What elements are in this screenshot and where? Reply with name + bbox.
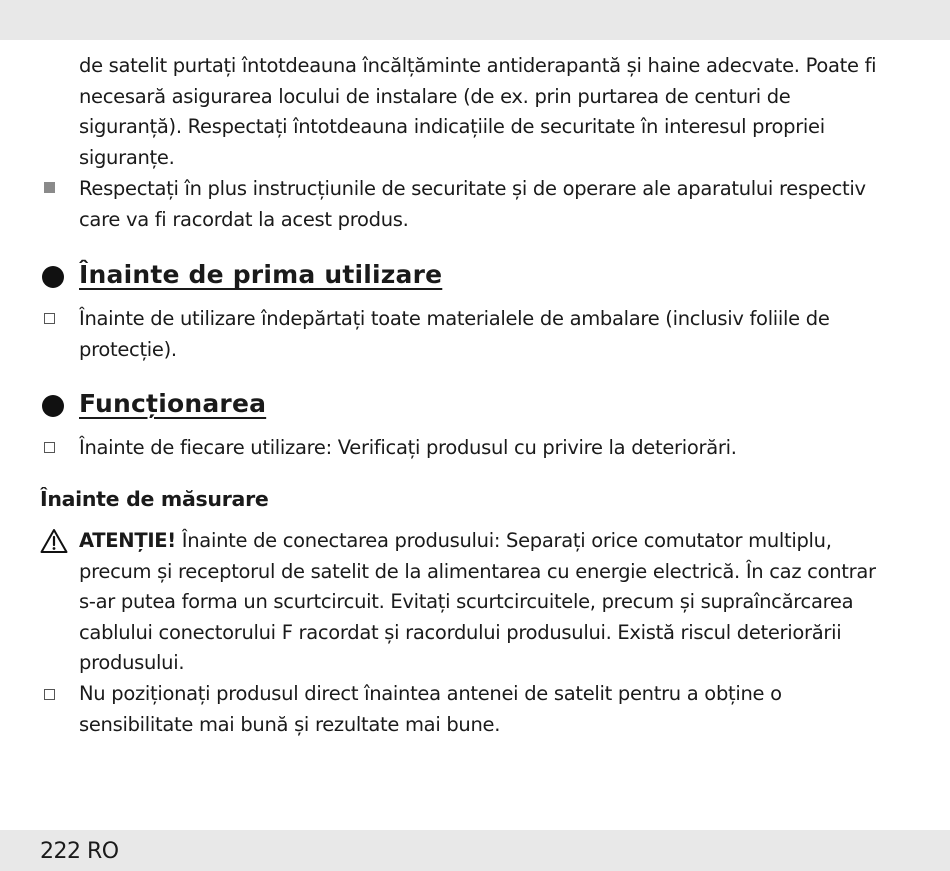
header-band	[0, 0, 950, 40]
intro-paragraph: de satelit purtați întotdeauna încălțăminte antiderapantă și haine adecvate. Poate fi necesară asigurarea locului de instalare (de ex. prin purtarea de centuri de siguranță). Respectați întotdeauna indicațiile de securitate în interesul propriei siguranțe.	[79, 54, 877, 169]
safety-bullet-text: Respectați în plus instrucțiunile de securitate și de operare ale aparatului respectiv care va fi racordat la acest produs.	[79, 177, 866, 231]
warning-text: Înainte de conectarea produsului: Separați orice comutator multiplu, precum și receptorul de satelit de la alimentarea cu energie electrică. În caz contrar s-ar putea forma un scurtcircuit. Evitați scurtcircuitele, precum și supraîncărcarea cablului conectorului F racordat și racordului produsului. Există riscul deteriorării produsului.	[79, 529, 876, 674]
checkbox-square-icon	[44, 442, 55, 453]
section-dot-icon	[42, 395, 64, 417]
bullet-square-icon	[44, 182, 55, 193]
page-number: 222 RO	[40, 839, 119, 864]
warning-paragraph	[79, 526, 889, 679]
step-remove-packaging: Înainte de utilizare îndepărtați toate materialele de ambalare (inclusiv foliile de protecție).	[79, 307, 830, 361]
checkbox-square-icon	[44, 689, 55, 700]
footer-band	[0, 830, 950, 871]
warning-triangle-icon	[40, 528, 68, 554]
step-positioning: Nu poziționați produsul direct înaintea antenei de satelit pentru a obține o sensibilitate mai bună și rezultate mai bune.	[79, 682, 782, 736]
heading-first-use: Înainte de prima utilizare	[79, 260, 443, 289]
checkbox-square-icon	[44, 313, 55, 324]
heading-operation: Funcționarea	[79, 389, 267, 418]
section-dot-icon	[42, 266, 64, 288]
warning-label: ATENȚIE!	[79, 529, 176, 552]
subheading-before-measuring: Înainte de măsurare	[40, 487, 269, 511]
step-check-product: Înainte de fiecare utilizare: Verificați produsul cu privire la deteriorări.	[79, 436, 737, 459]
